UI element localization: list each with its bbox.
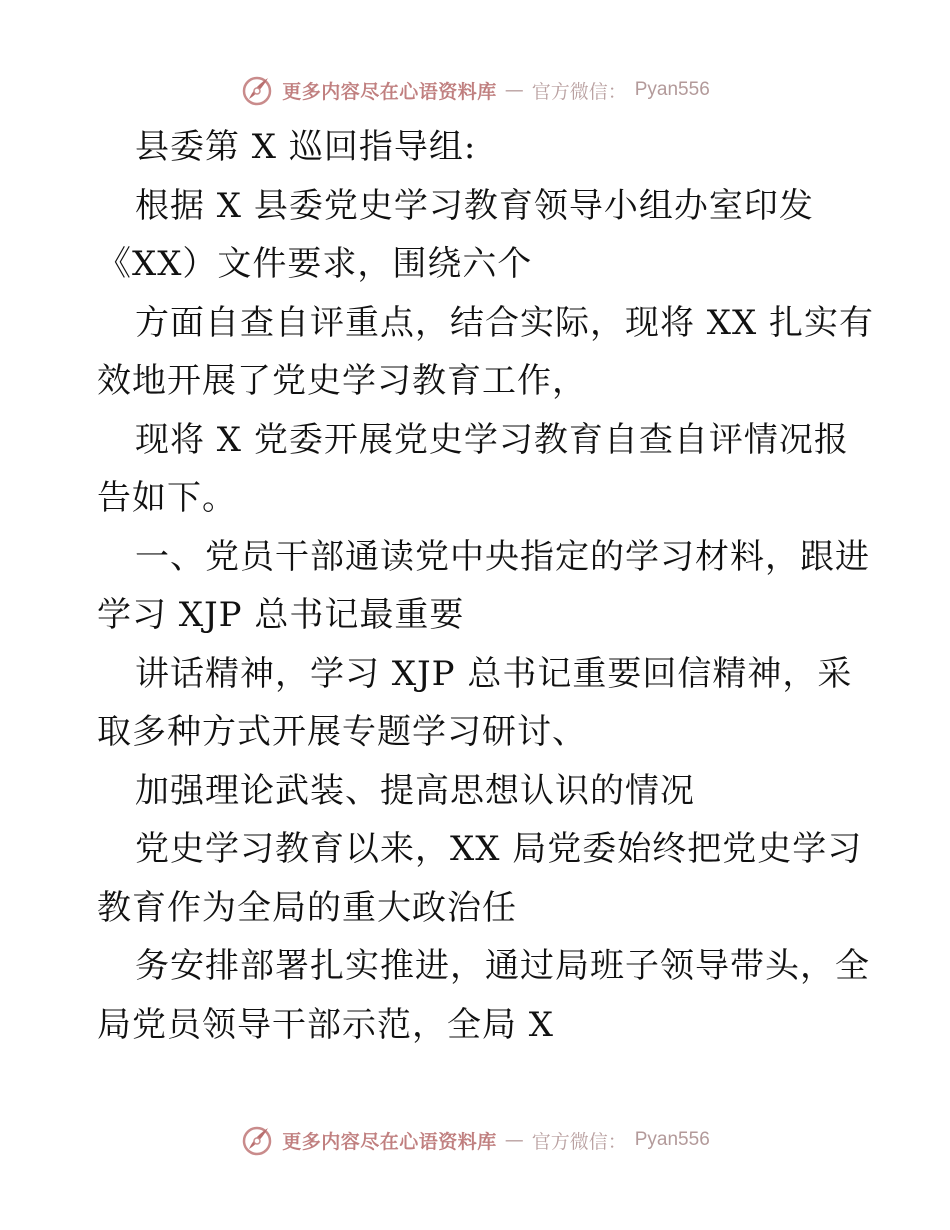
watermark-wechat-label: 官方微信： <box>531 1130 627 1153</box>
text-line: 党史学习教育以来，XX 局党委始终把党史学习 <box>135 829 863 869</box>
text-line: 务安排部署扎实推进，通过局班子领导带头，全 <box>135 946 870 986</box>
text-line: 《XX）文件要求，围绕六个 <box>97 244 533 284</box>
watermark-wechat-id: Pyan556 <box>634 79 710 100</box>
text-line: 告如下。 <box>97 478 237 518</box>
text-line: 现将 X 党委开展党史学习教育自查自评情况报 <box>135 419 849 460</box>
watermark-wechat-label: 官方微信： <box>531 80 627 103</box>
text-line: 讲话精神，学习 XJP 总书记重要回信精神，采 <box>135 653 853 694</box>
watermark-dash: — <box>504 79 524 101</box>
quill-logo-icon <box>240 1123 274 1157</box>
text-line: 县委第 X 巡回指导组: <box>135 127 477 167</box>
watermark-dash: — <box>504 1129 524 1151</box>
watermark-site-text: 更多内容尽在心语资料库 <box>282 80 497 103</box>
text-line: 方面自查自评重点，结合实际，现将 XX 扎实有 <box>135 302 875 343</box>
text-line: 取多种方式开展专题学习研讨、 <box>97 712 587 752</box>
text-line: 局党员领导干部示范，全局 X <box>97 1004 555 1045</box>
text-line: 效地开展了党史学习教育工作， <box>97 361 587 401</box>
header-watermark <box>0 70 950 110</box>
text-line: 一、党员干部通读党中央指定的学习材料，跟进 <box>135 536 870 577</box>
quill-logo-icon <box>240 73 274 107</box>
watermark-wechat-id: Pyan556 <box>634 1129 710 1150</box>
text-line: 教育作为全局的重大政治任 <box>97 887 517 928</box>
text-line: 学习 XJP 总书记最重要 <box>97 595 465 635</box>
document-body <box>97 118 875 1054</box>
footer-watermark <box>0 1120 950 1160</box>
text-line: 根据 X 县委党史学习教育领导小组办室印发 <box>135 185 814 226</box>
watermark-site-text: 更多内容尽在心语资料库 <box>282 1130 497 1153</box>
text-line: 加强理论武装、提高思想认识的情况 <box>135 770 695 811</box>
